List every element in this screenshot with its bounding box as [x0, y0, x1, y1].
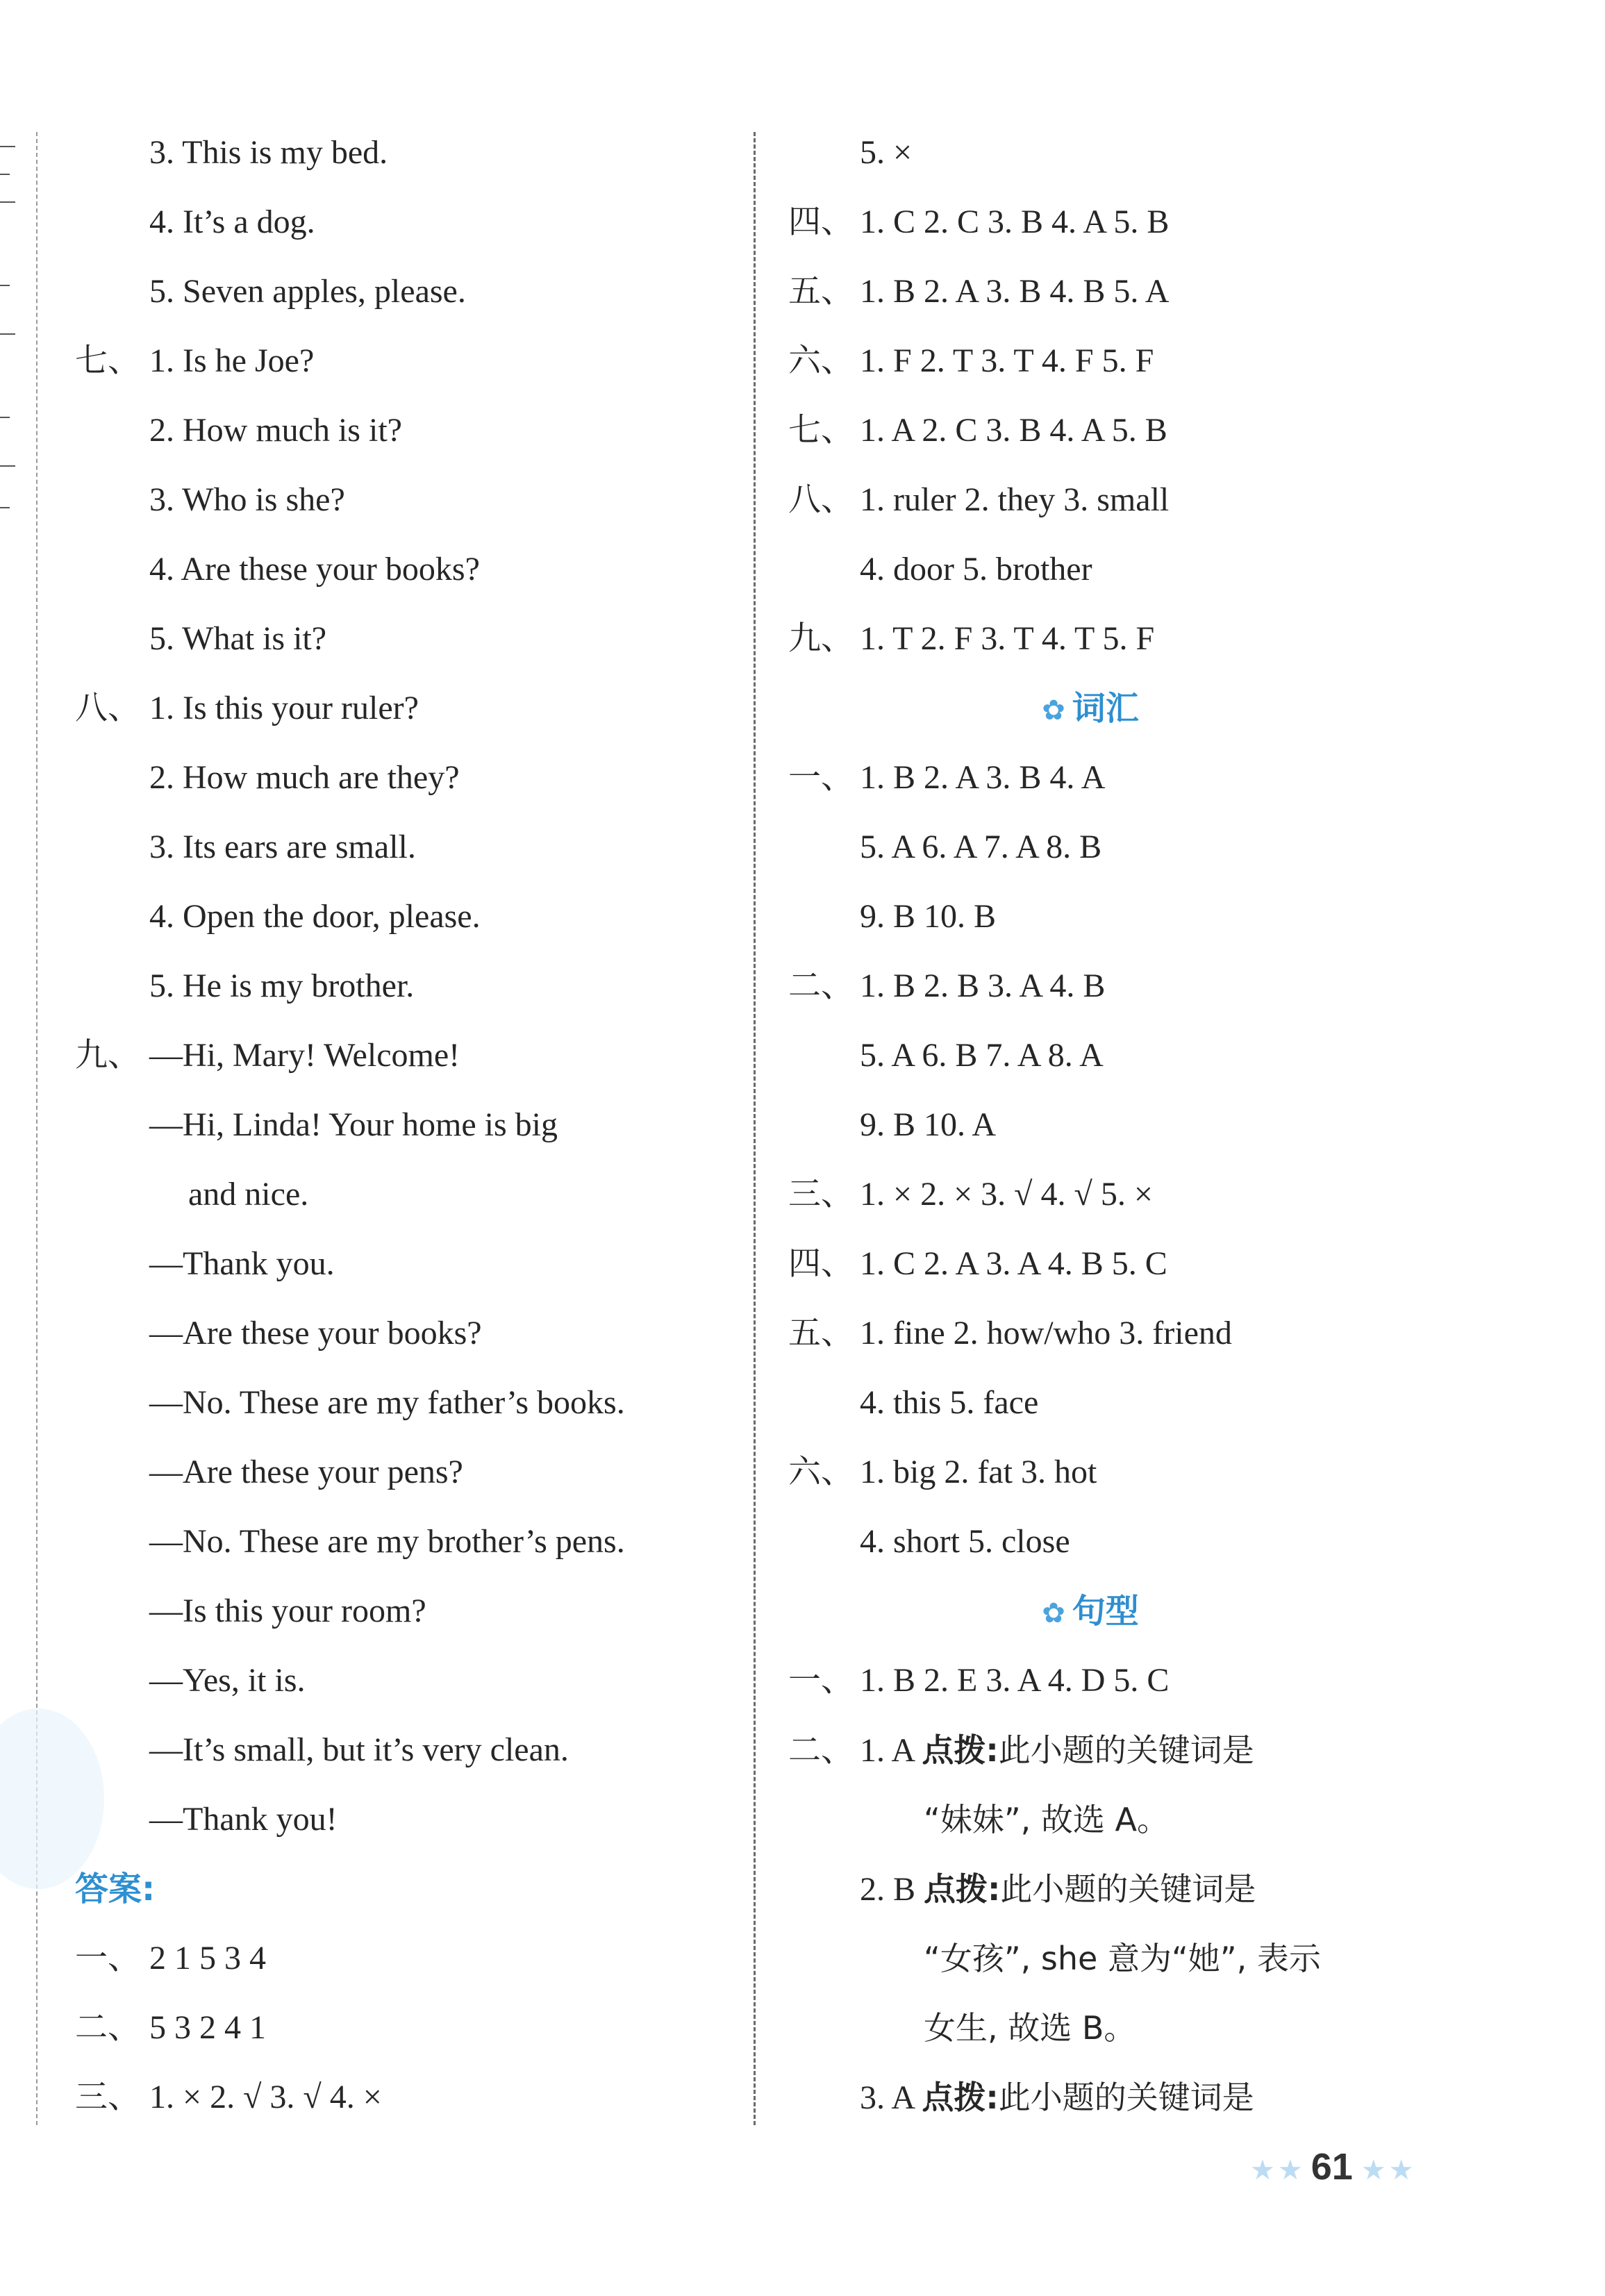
left-line [75, 326, 314, 396]
answer-text: 1. big 2. fat 3. hot [860, 1454, 1097, 1490]
answer-text: 5. What is it? [149, 620, 327, 657]
hint-continuation [788, 1785, 1169, 1854]
left-line [75, 1299, 482, 1368]
answer-text: 1. ruler 2. they 3. small [860, 481, 1170, 518]
right-line [788, 604, 1154, 674]
section-label: 四、 [788, 203, 854, 241]
answer-text: 5. A 6. B 7. A 8. A [860, 1037, 1104, 1074]
hint-label: 点拨: [924, 1870, 1001, 1908]
hint-label: 点拨: [922, 1731, 999, 1769]
left-line [75, 1021, 460, 1090]
answer-text: 4. Open the door, please. [149, 898, 481, 935]
answer-text: 1. C 2. A 3. A 4. B 5. C [860, 1245, 1167, 1282]
answers-heading: 答案: [75, 1870, 156, 1908]
answer-text: —Thank you! [149, 1801, 338, 1838]
hint-text: 此小题的关键词是 [998, 2079, 1254, 2116]
left-line [75, 535, 480, 604]
binding-marks [0, 132, 21, 521]
section-label: 八、 [788, 481, 854, 519]
answer-text: 9. B 10. A [860, 1106, 997, 1143]
vocab-line [788, 813, 1101, 882]
left-line [75, 743, 460, 813]
left-line [75, 1368, 625, 1438]
answer-text: —Is this your room? [149, 1592, 426, 1629]
right-line [788, 396, 1167, 465]
section-label: 五、 [788, 1314, 854, 1352]
answer-text: 3. A [860, 2079, 922, 2116]
left-line [75, 882, 481, 951]
answer-text: 1. × 2. × 3. √ 4. √ 5. × [860, 1176, 1153, 1213]
answer-text: 1. F 2. T 3. T 4. F 5. F [860, 342, 1154, 379]
answer-text: 5. × [860, 134, 913, 171]
answer-text: 4. It’s a dog. [149, 203, 315, 240]
answer-text: and nice. [188, 1176, 309, 1213]
vocab-line [788, 1368, 1038, 1438]
answer-text: 1. B 2. A 3. B 4. A [860, 759, 1106, 796]
answer-text: 4. Are these your books? [149, 551, 480, 588]
left-line [75, 674, 419, 743]
answer-text: 4. this 5. face [860, 1384, 1039, 1421]
answer-text: 5. Seven apples, please. [149, 273, 466, 310]
answer-text: 5. A 6. A 7. A 8. B [860, 829, 1102, 865]
hint-continuation [788, 1993, 1136, 2063]
vocab-line [788, 1299, 1232, 1368]
answer-text: 5 3 2 4 1 [149, 2009, 266, 2046]
sentence-line [788, 1646, 1169, 1715]
hint-line [788, 1715, 1254, 1785]
answer-text: 2. How much is it? [149, 412, 402, 449]
left-answer-line [75, 1993, 266, 2063]
answer-text: “妹妹”, 故选 A。 [924, 1801, 1169, 1838]
right-line [788, 465, 1169, 535]
left-line [75, 1715, 569, 1785]
left-line [75, 604, 326, 674]
left-line [75, 1507, 625, 1577]
paw-icon: ✿ [1042, 1597, 1065, 1629]
hint-label: 点拨: [922, 2079, 999, 2116]
hint-text: 此小题的关键词是 [998, 1731, 1254, 1769]
answer-text: 4. door 5. brother [860, 551, 1092, 588]
answer-text: —No. These are my brother’s pens. [149, 1523, 625, 1560]
left-line [75, 188, 315, 257]
answer-text: 2 1 5 3 4 [149, 1940, 266, 1977]
vocab-line [788, 1021, 1104, 1090]
left-line [75, 813, 416, 882]
section-sentence-heading: ✿ 句型 [757, 1577, 1424, 1646]
answer-text: —Are these your books? [149, 1315, 482, 1351]
left-line [75, 1646, 306, 1715]
answer-text: 2. How much are they? [149, 759, 460, 796]
answer-text: —Thank you. [149, 1245, 335, 1282]
star-icon: ★ [1361, 2154, 1386, 2186]
vocab-line [788, 743, 1105, 813]
left-line [75, 118, 388, 188]
section-label: 八、 [75, 689, 140, 727]
vocab-line [788, 1160, 1153, 1229]
section-vocab-heading: ✿ 词汇 [757, 674, 1424, 743]
section-label: 七、 [75, 342, 140, 380]
left-line [75, 257, 466, 326]
page-number: 61 [1311, 2146, 1353, 2188]
vocab-line [788, 1438, 1097, 1507]
section-label: 九、 [75, 1036, 140, 1074]
answer-text: 1. B 2. E 3. A 4. D 5. C [860, 1662, 1170, 1699]
section-label: 三、 [788, 1175, 854, 1213]
answer-text: 1. C 2. C 3. B 4. A 5. B [860, 203, 1170, 240]
answer-text: —Hi, Mary! Welcome! [149, 1037, 460, 1074]
left-line [75, 1577, 426, 1646]
page-footer [1250, 2132, 1414, 2202]
section-label: 三、 [75, 2078, 140, 2116]
answer-text: “女孩”, she 意为“她”, 表示 [924, 1940, 1321, 1977]
left-line [75, 951, 414, 1021]
star-icon: ★ [1277, 2154, 1303, 2186]
answer-text: —Yes, it is. [149, 1662, 306, 1699]
answer-text: 4. short 5. close [860, 1523, 1070, 1560]
answer-text: 9. B 10. B [860, 898, 997, 935]
left-line [75, 1438, 463, 1507]
star-icon: ★ [1250, 2154, 1275, 2186]
star-icon: ★ [1388, 2154, 1414, 2186]
right-line [788, 188, 1169, 257]
paw-icon: ✿ [1042, 694, 1065, 726]
vocab-line [788, 882, 996, 951]
section-label: 一、 [75, 1939, 140, 1977]
section-label: 四、 [788, 1245, 854, 1283]
right-line [788, 257, 1169, 326]
section-label: 二、 [75, 2008, 140, 2047]
answer-text: 1. B 2. B 3. A 4. B [860, 967, 1106, 1004]
hint-line [788, 1854, 1256, 1924]
answer-text: 1. A [860, 1732, 922, 1769]
right-line [788, 535, 1092, 604]
right-line [788, 326, 1154, 396]
vocab-line [788, 1229, 1167, 1299]
left-line [75, 465, 345, 535]
answer-text: 1. B 2. A 3. B 4. B 5. A [860, 273, 1170, 310]
column-divider [754, 132, 756, 2125]
section-label: 一、 [788, 758, 854, 797]
answer-text: 2. B [860, 1871, 924, 1908]
section-label: 九、 [788, 619, 854, 658]
vocab-line [788, 1090, 996, 1160]
answer-text: —No. These are my father’s books. [149, 1384, 625, 1421]
answer-text: 1. Is this your ruler? [149, 690, 419, 726]
answer-text: —Are these your pens? [149, 1454, 463, 1490]
left-answer-line [75, 1924, 266, 1993]
section-label: 二、 [788, 967, 854, 1005]
answer-text: —Hi, Linda! Your home is big [149, 1106, 558, 1143]
answer-text: 3. This is my bed. [149, 134, 388, 171]
answer-text: 1. A 2. C 3. B 4. A 5. B [860, 412, 1167, 449]
left-line [75, 1090, 558, 1160]
right-line [788, 118, 912, 188]
left-line [75, 1160, 308, 1229]
answer-text: 女生, 故选 B。 [924, 2009, 1136, 2047]
section-label: 一、 [788, 1661, 854, 1699]
answer-text: 1. fine 2. how/who 3. friend [860, 1315, 1232, 1351]
left-line [75, 396, 402, 465]
section-label: 五、 [788, 272, 854, 310]
answer-text: 1. Is he Joe? [149, 342, 315, 379]
answer-text: 3. Its ears are small. [149, 829, 416, 865]
answer-text: 3. Who is she? [149, 481, 345, 518]
section-label: 二、 [788, 1731, 854, 1770]
answer-text: 1. × 2. √ 3. √ 4. × [149, 2079, 382, 2115]
section-label: 六、 [788, 342, 854, 380]
section-label: 七、 [788, 411, 854, 449]
hint-text: 此小题的关键词是 [1000, 1870, 1256, 1908]
hint-line [788, 2063, 1254, 2132]
answer-text: 1. T 2. F 3. T 4. T 5. F [860, 620, 1155, 657]
left-line [75, 1785, 338, 1854]
vocab-line [788, 951, 1105, 1021]
left-line [75, 1229, 335, 1299]
answer-text: —It’s small, but it’s very clean. [149, 1731, 569, 1768]
left-answer-line [75, 2063, 382, 2132]
vocab-line [788, 1507, 1070, 1577]
hint-continuation [788, 1924, 1321, 1993]
section-label: 六、 [788, 1453, 854, 1491]
answer-text: 5. He is my brother. [149, 967, 415, 1004]
